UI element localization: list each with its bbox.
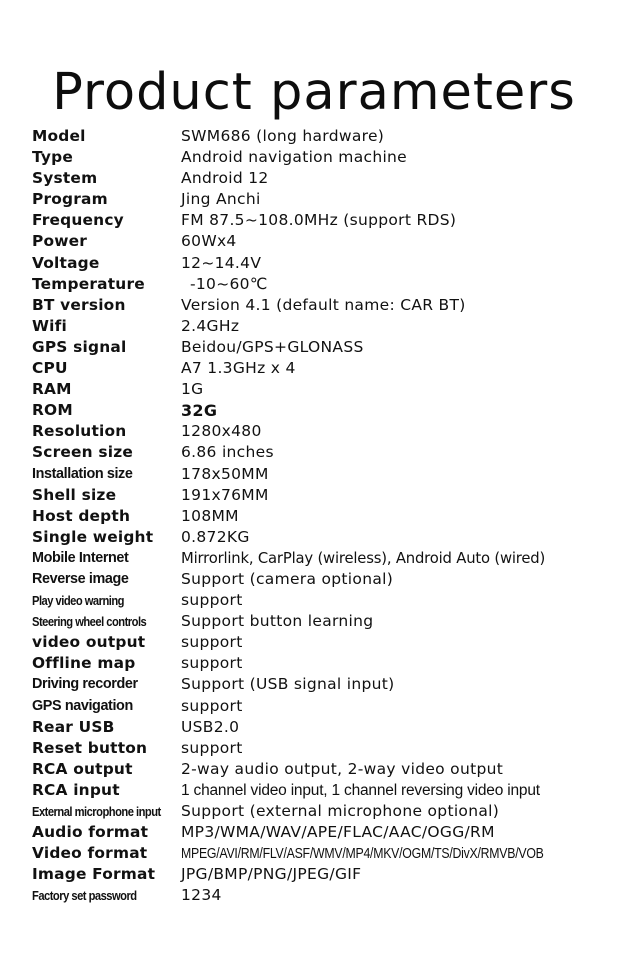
spec-label: Reverse image — [32, 570, 129, 587]
spec-label: Audio format — [32, 823, 149, 842]
spec-row-screen-size — [32, 442, 622, 463]
spec-label: Temperature — [32, 274, 145, 293]
spec-label: GPS navigation — [32, 697, 133, 714]
spec-row-temperature — [32, 274, 622, 295]
spec-row-rear-usb — [32, 717, 622, 738]
spec-label: Power — [32, 232, 88, 251]
spec-row-resolution — [32, 421, 622, 442]
spec-value: Support button learning — [181, 612, 374, 631]
spec-row-system — [32, 168, 622, 189]
spec-label: Single weight — [32, 527, 154, 546]
spec-row-model — [32, 126, 622, 147]
spec-value: support — [181, 738, 243, 757]
spec-label: Reset button — [32, 738, 148, 757]
spec-row-steering-wheel-controls — [32, 611, 622, 632]
spec-label: GPS signal — [32, 337, 127, 356]
spec-value: Android navigation machine — [181, 148, 408, 167]
spec-value: 2.4GHz — [181, 316, 240, 335]
spec-label: Voltage — [32, 253, 100, 272]
spec-label: BT version — [32, 295, 126, 314]
spec-row-mobile-internet — [32, 548, 622, 569]
spec-row-play-video-warning — [32, 590, 622, 611]
spec-value: 12~14.4V — [181, 253, 262, 272]
spec-row-rom — [32, 400, 622, 421]
spec-value: support — [181, 696, 243, 715]
spec-label: Program — [32, 190, 108, 209]
spec-label: ROM — [32, 401, 73, 420]
spec-label: Frequency — [32, 211, 124, 230]
spec-row-video-format — [32, 843, 622, 864]
spec-row-ram — [32, 379, 622, 400]
page-title: Product parameters — [52, 63, 576, 123]
spec-value: SWM686 (long hardware) — [181, 127, 385, 145]
spec-value: Version 4.1 (default name: CAR BT) — [181, 295, 466, 314]
spec-value: Beidou/GPS+GLONASS — [181, 337, 364, 356]
spec-label: Offline map — [32, 654, 136, 673]
spec-row-factory-set-password — [32, 885, 622, 906]
spec-label: Video format — [32, 844, 148, 863]
spec-row-rca-output — [32, 759, 622, 780]
spec-label: Resolution — [32, 422, 127, 441]
spec-label: Screen size — [32, 443, 134, 462]
spec-value: 0.872KG — [181, 527, 250, 546]
spec-value: support — [181, 633, 243, 652]
spec-row-frequency — [32, 210, 622, 231]
spec-value: 108MM — [181, 506, 239, 525]
spec-row-external-microphone-input — [32, 801, 622, 822]
spec-row-wifi — [32, 316, 622, 337]
spec-value: 191x76MM — [181, 485, 269, 504]
spec-value: Android 12 — [181, 169, 269, 188]
spec-label: CPU — [32, 359, 68, 378]
spec-value: support — [181, 591, 243, 610]
spec-label: Host depth — [32, 506, 131, 525]
spec-row-reverse-image — [32, 569, 622, 590]
spec-row-shell-size — [32, 485, 622, 506]
spec-row-type — [32, 147, 622, 168]
spec-label: Installation size — [32, 465, 133, 482]
spec-value: JPG/BMP/PNG/JPEG/GIF — [181, 865, 362, 884]
spec-value: A7 1.3GHz x 4 — [181, 359, 296, 378]
spec-value: MP3/WMA/WAV/APE/FLAC/AAC/OGG/RM — [181, 823, 495, 842]
spec-row-offline-map — [32, 653, 622, 674]
spec-label: RCA input — [32, 780, 120, 799]
spec-row-voltage — [32, 253, 622, 274]
spec-label: Play video warning — [32, 593, 124, 609]
spec-row-program — [32, 189, 622, 210]
spec-value: 2-way audio output, 2-way video output — [181, 759, 504, 778]
spec-label: External microphone input — [32, 804, 161, 819]
spec-row-audio-format — [32, 822, 622, 843]
spec-row-gps-signal — [32, 337, 622, 358]
spec-value: Support (USB signal input) — [181, 675, 395, 694]
spec-value: 6.86 inches — [181, 443, 274, 462]
spec-label: Mobile Internet — [32, 549, 129, 566]
spec-label: Rear USB — [32, 717, 115, 736]
spec-label: RAM — [32, 380, 72, 399]
spec-value: -10~60℃ — [190, 274, 268, 293]
spec-row-gps-navigation — [32, 696, 622, 717]
spec-row-bt-version — [32, 295, 622, 316]
spec-label: video output — [32, 633, 146, 652]
spec-value: 32G — [181, 401, 218, 421]
spec-row-installation-size — [32, 464, 622, 485]
spec-row-single-weight — [32, 527, 622, 548]
spec-value: MPEG/AVI/RM/FLV/ASF/WMV/MP4/MKV/OGM/TS/DivX/RMVB/VOB — [181, 845, 544, 863]
spec-row-image-format — [32, 864, 622, 885]
spec-label: Image Format — [32, 865, 156, 884]
spec-value: Jing Anchi — [181, 190, 261, 209]
spec-label: RCA output — [32, 759, 133, 778]
spec-label: Driving recorder — [32, 676, 138, 693]
spec-row-rca-input — [32, 780, 622, 801]
spec-value: Support (external microphone optional) — [181, 802, 500, 820]
spec-label: System — [32, 169, 98, 188]
spec-row-driving-recorder — [32, 674, 622, 695]
spec-row-video-output — [32, 632, 622, 653]
spec-label: Model — [32, 127, 86, 145]
spec-label: Factory set password — [32, 888, 137, 904]
spec-value: 1280x480 — [181, 422, 262, 441]
spec-row-power — [32, 231, 622, 252]
spec-value: 1 channel video input, 1 channel reversing video input — [181, 781, 540, 799]
spec-label: Wifi — [32, 316, 68, 335]
spec-row-reset-button — [32, 738, 622, 759]
spec-table — [32, 126, 622, 906]
spec-value: 1234 — [181, 886, 222, 905]
spec-row-host-depth — [32, 506, 622, 527]
spec-label: Type — [32, 148, 73, 167]
spec-label: Steering wheel controls — [32, 614, 147, 630]
spec-label: Shell size — [32, 485, 117, 504]
spec-value: 1G — [181, 380, 204, 399]
spec-value: Support (camera optional) — [181, 569, 394, 588]
spec-value: 178x50MM — [181, 464, 269, 483]
spec-value: Mirrorlink, CarPlay (wireless), Android Auto (wired) — [181, 548, 546, 567]
spec-value: support — [181, 654, 243, 673]
spec-row-cpu — [32, 358, 622, 379]
spec-value: FM 87.5~108.0MHz (support RDS) — [181, 211, 457, 230]
spec-value: 60Wx4 — [181, 232, 237, 251]
spec-value: USB2.0 — [181, 717, 240, 736]
